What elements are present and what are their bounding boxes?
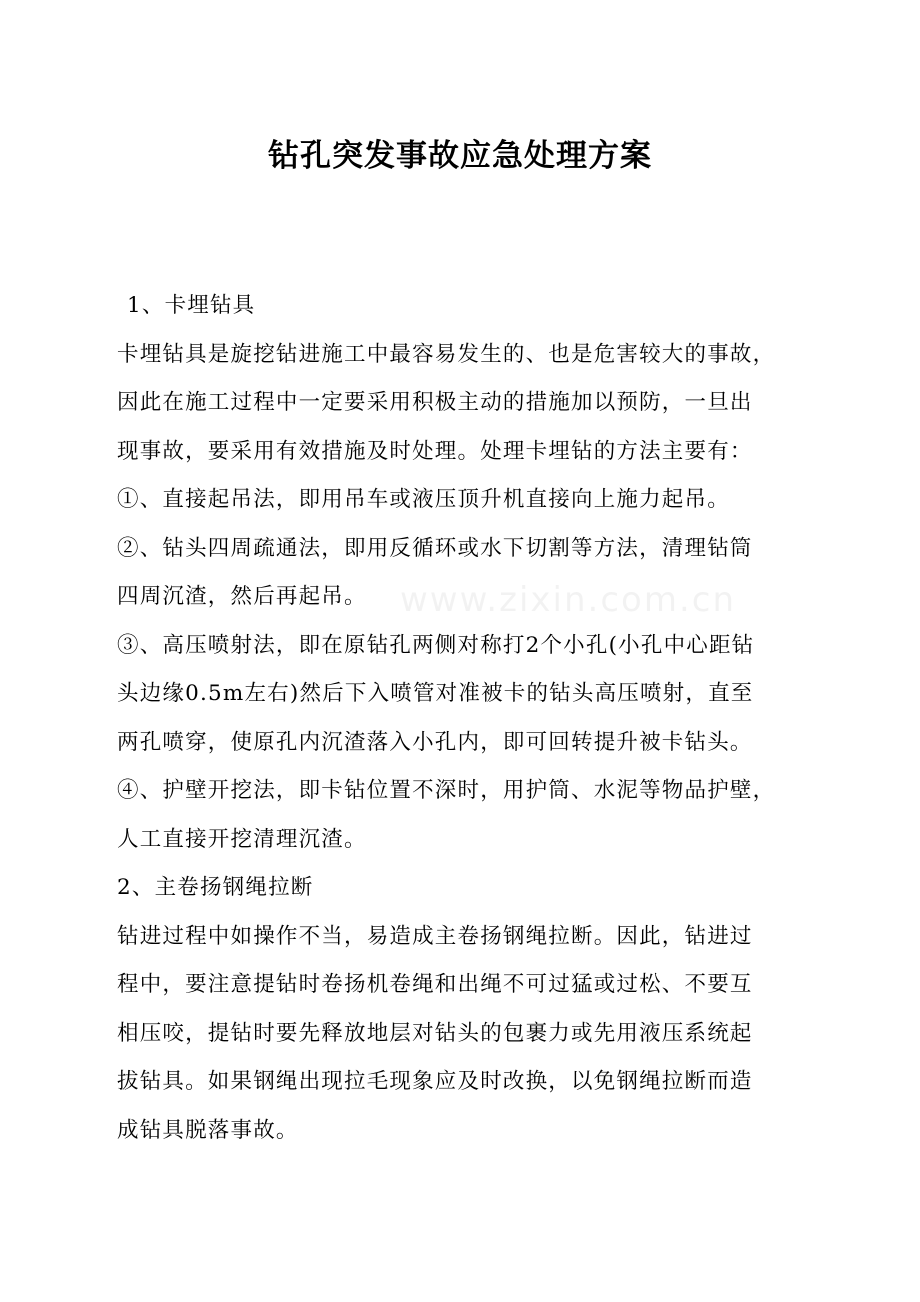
document-title: 钻孔突发事故应急处理方案 [268, 138, 652, 174]
body-line: 拔钻具。如果钢绳出现拉毛现象应及时改换，以免钢绳拉断而造 [117, 1069, 753, 1094]
method-item-2: ②、钻头四周疏通法，即用反循环或水下切割等方法，清理钻筒 [117, 535, 753, 561]
body-line: 四周沉渣，然后再起吊。 [117, 584, 367, 609]
body-line: 现事故，要采用有效措施及时处理。处理卡埋钻的方法主要有： [117, 438, 753, 464]
method-item-4: ④、护壁开挖法，即卡钻位置不深时，用护筒、水泥等物品护壁， [117, 778, 776, 803]
watermark-text: www.zixin.com.cn [400, 580, 736, 620]
body-line: 卡埋钻具是旋挖钻进施工中最容易发生的、也是危害较大的事故， [117, 341, 776, 367]
body-line: 人工直接开挖清理沉渣。 [117, 826, 367, 852]
body-line: 钻进过程中如操作不当，易造成主卷扬钢绳拉断。因此，钻进过 [117, 923, 753, 949]
method-item-3: ③、高压喷射法，即在原钻孔两侧对称打2个小孔(小孔中心距钻 [117, 632, 755, 658]
body-line: 因此在施工过程中一定要采用积极主动的措施加以预防，一旦出 [117, 390, 753, 415]
section-heading-2: 2、主卷扬钢绳拉断 [117, 875, 314, 900]
method-item-1: ①、直接起吊法，即用吊车或液压顶升机直接向上施力起吊。 [117, 487, 730, 512]
body-line: 头边缘0.5m左右)然后下入喷管对准被卡的钻头高压喷射，直至 [117, 681, 754, 706]
body-line: 两孔喷穿，使原孔内沉渣落入小孔内，即可回转提升被卡钻头。 [117, 729, 753, 755]
body-line: 成钻具脱落事故。 [117, 1117, 299, 1143]
document-body [117, 282, 817, 1155]
body-line: 相压咬，提钻时要先释放地层对钻头的包裹力或先用液压系统起 [117, 1020, 753, 1046]
section-heading-1: 1、卡埋钻具 [127, 293, 256, 318]
body-line: 程中，要注意提钻时卷扬机卷绳和出绳不可过猛或过松、不要互 [117, 972, 753, 997]
